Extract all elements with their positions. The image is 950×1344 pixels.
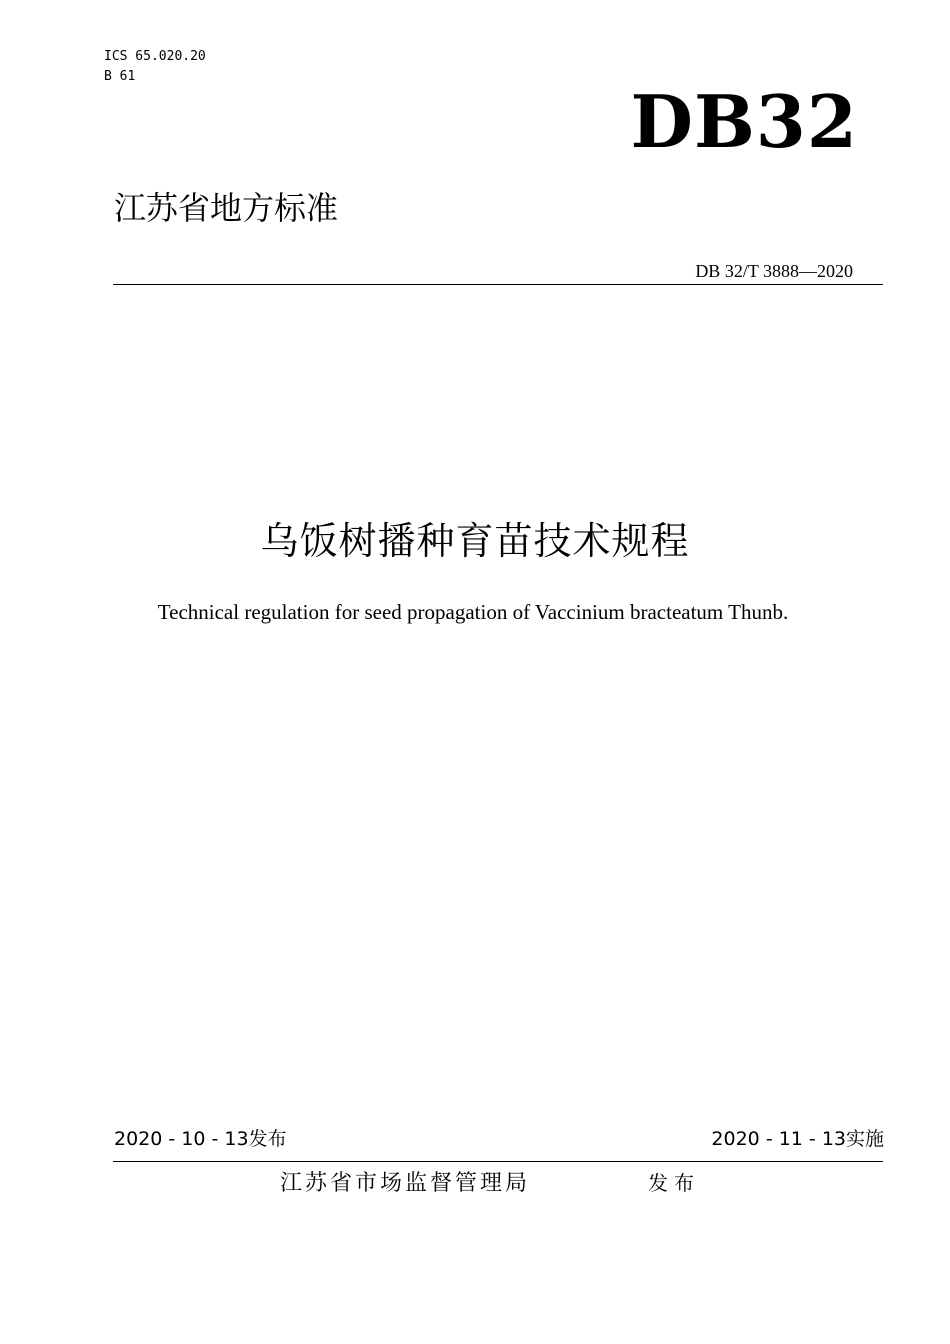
ics-code: ICS 65.020.20 xyxy=(104,49,206,64)
publish-label: 发布 xyxy=(648,1171,700,1195)
db-logo: DB32 xyxy=(630,79,858,164)
bottom-divider xyxy=(113,1161,883,1162)
standard-type: 江苏省地方标准 xyxy=(114,189,339,227)
standard-number: DB 32/T 3888—2020 xyxy=(695,261,853,281)
title-chinese: 乌饭树播种育苗技术规程 xyxy=(260,519,690,563)
issue-date: 2020 - 10 - 13发布 xyxy=(114,1128,287,1150)
implementation-date: 2020 - 11 - 13实施 xyxy=(711,1128,884,1150)
ccs-code: B 61 xyxy=(104,69,136,84)
issuer-name: 江苏省市场监督管理局 xyxy=(280,1171,531,1196)
top-divider xyxy=(113,284,883,285)
title-english: Technical regulation for seed propagation of Vaccinium bracteatum Thunb. xyxy=(157,600,789,624)
